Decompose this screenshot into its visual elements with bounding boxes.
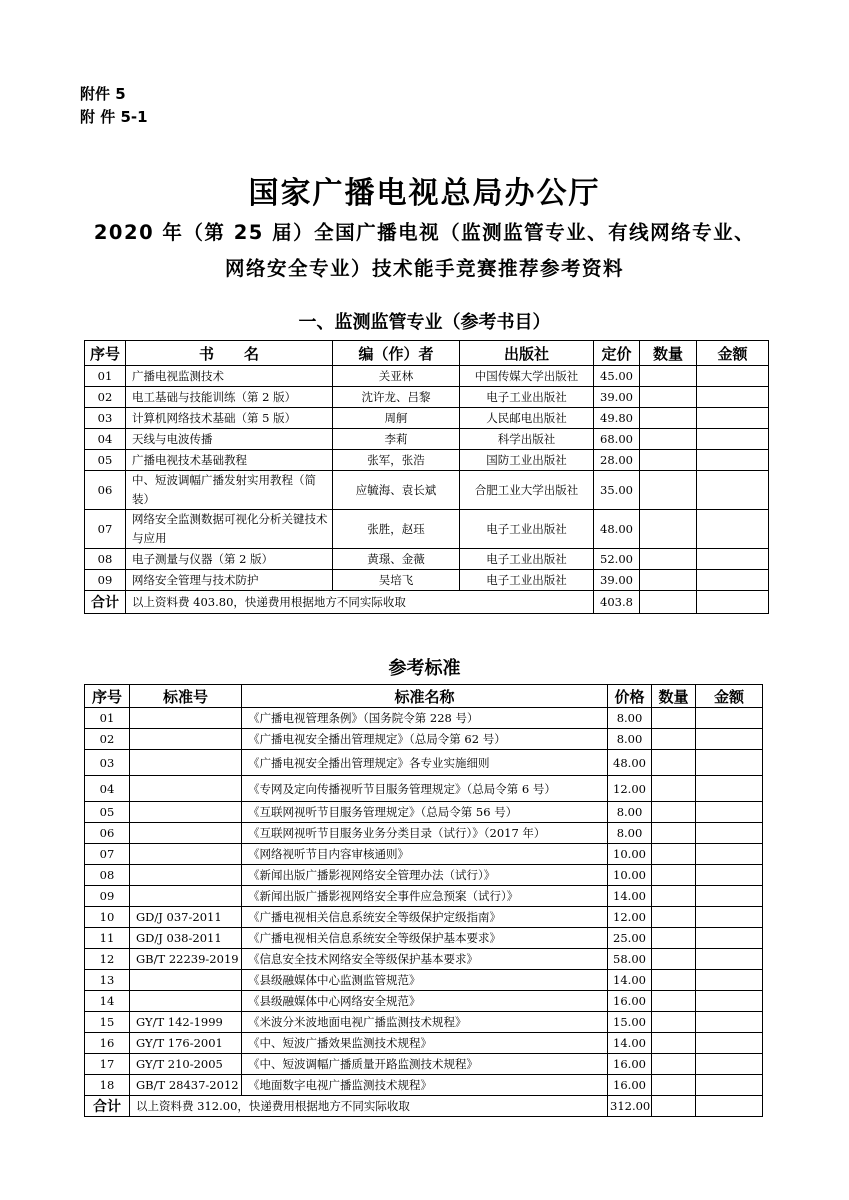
table-row bbox=[85, 429, 769, 450]
table-row bbox=[85, 865, 763, 886]
row-number: 02 bbox=[85, 729, 130, 750]
standard-price: 14.00 bbox=[608, 886, 652, 907]
standard-price: 10.00 bbox=[608, 844, 652, 865]
standard-name: 《广播电视相关信息系统安全等级保护定级指南》 bbox=[242, 907, 608, 928]
quantity-cell bbox=[652, 1012, 696, 1033]
quantity-cell bbox=[640, 591, 697, 614]
book-author: 沈许龙、吕黎 bbox=[333, 387, 460, 408]
header-cell: 序号 bbox=[85, 341, 126, 366]
standard-code: GB/T 22239-2019 bbox=[130, 949, 242, 970]
header-cell: 标准名称 bbox=[242, 685, 608, 708]
book-title: 计算机网络技术基础（第 5 版） bbox=[126, 408, 333, 429]
amount-cell bbox=[696, 1033, 763, 1054]
table-row bbox=[85, 729, 763, 750]
row-number: 07 bbox=[85, 844, 130, 865]
book-title: 中、短波调幅广播发射实用教程（简装） bbox=[126, 471, 333, 510]
table-row bbox=[85, 387, 769, 408]
standard-code bbox=[130, 776, 242, 802]
table-row bbox=[85, 949, 763, 970]
standards-section-title: 参考标准 bbox=[388, 658, 461, 679]
book-title: 网络安全监测数据可视化分析关键技术与应用 bbox=[126, 510, 333, 549]
quantity-cell bbox=[640, 510, 697, 549]
header-cell: 定价 bbox=[594, 341, 640, 366]
book-price: 52.00 bbox=[594, 549, 640, 570]
standards-header-row bbox=[85, 685, 763, 708]
book-author: 张胜，赵珏 bbox=[333, 510, 460, 549]
amount-cell bbox=[696, 1096, 763, 1117]
header-cell: 标准号 bbox=[130, 685, 242, 708]
quantity-cell bbox=[640, 471, 697, 510]
total-value: 403.8 bbox=[594, 591, 640, 614]
table-row bbox=[85, 1012, 763, 1033]
book-title: 广播电视技术基础教程 bbox=[126, 450, 333, 471]
amount-cell bbox=[696, 802, 763, 823]
amount-cell bbox=[697, 510, 769, 549]
quantity-cell bbox=[652, 750, 696, 776]
book-publisher: 人民邮电出版社 bbox=[460, 408, 594, 429]
quantity-cell bbox=[640, 408, 697, 429]
standard-price: 14.00 bbox=[608, 1033, 652, 1054]
standard-name: 《广播电视相关信息系统安全等级保护基本要求》 bbox=[242, 928, 608, 949]
row-number: 06 bbox=[85, 471, 126, 510]
row-number: 13 bbox=[85, 970, 130, 991]
subtitle-line-2: 网络安全专业）技术能手竞赛推荐参考资料 bbox=[224, 257, 624, 280]
quantity-cell bbox=[652, 1054, 696, 1075]
header-cell: 出版社 bbox=[460, 341, 594, 366]
table-row bbox=[85, 886, 763, 907]
standard-price: 16.00 bbox=[608, 991, 652, 1012]
amount-cell bbox=[696, 1054, 763, 1075]
book-price: 39.00 bbox=[594, 387, 640, 408]
standard-name: 《县级融媒体中心监测监管规范》 bbox=[242, 970, 608, 991]
row-number: 10 bbox=[85, 907, 130, 928]
header-cell: 数量 bbox=[640, 341, 697, 366]
total-value: 312.00 bbox=[608, 1096, 652, 1117]
standard-name: 《新闻出版广播影视网络安全管理办法（试行）》 bbox=[242, 865, 608, 886]
row-number: 04 bbox=[85, 429, 126, 450]
total-label: 合计 bbox=[85, 591, 126, 614]
row-number: 04 bbox=[85, 776, 130, 802]
standard-code bbox=[130, 802, 242, 823]
book-publisher: 国防工业出版社 bbox=[460, 450, 594, 471]
books-section-title: 一、监测监管专业（参考书目） bbox=[298, 312, 551, 333]
book-title: 电工基础与技能训练（第 2 版） bbox=[126, 387, 333, 408]
header-cell: 编（作）者 bbox=[333, 341, 460, 366]
quantity-cell bbox=[640, 450, 697, 471]
book-author: 周舸 bbox=[333, 408, 460, 429]
standard-code: GY/T 176-2001 bbox=[130, 1033, 242, 1054]
row-number: 09 bbox=[85, 886, 130, 907]
standard-price: 12.00 bbox=[608, 776, 652, 802]
quantity-cell bbox=[652, 1096, 696, 1117]
table-row bbox=[85, 1033, 763, 1054]
table-row bbox=[85, 471, 769, 510]
standard-price: 58.00 bbox=[608, 949, 652, 970]
quantity-cell bbox=[640, 429, 697, 450]
total-note: 以上资料费 403.80，快递费用根据地方不同实际收取 bbox=[126, 591, 594, 614]
table-row bbox=[85, 928, 763, 949]
standard-name: 《广播电视安全播出管理规定》各专业实施细则 bbox=[242, 750, 608, 776]
table-row bbox=[85, 1075, 763, 1096]
amount-cell bbox=[696, 886, 763, 907]
standard-code: GD/J 037-2011 bbox=[130, 907, 242, 928]
amount-cell bbox=[696, 949, 763, 970]
book-price: 48.00 bbox=[594, 510, 640, 549]
standard-code bbox=[130, 823, 242, 844]
total-label: 合计 bbox=[85, 1096, 130, 1117]
book-price: 39.00 bbox=[594, 570, 640, 591]
row-number: 14 bbox=[85, 991, 130, 1012]
book-publisher: 电子工业出版社 bbox=[460, 549, 594, 570]
amount-cell bbox=[696, 970, 763, 991]
standard-name: 《广播电视安全播出管理规定》（总局令第 62 号） bbox=[242, 729, 608, 750]
quantity-cell bbox=[652, 865, 696, 886]
amount-cell bbox=[697, 549, 769, 570]
table-row bbox=[85, 366, 769, 387]
row-number: 15 bbox=[85, 1012, 130, 1033]
table-row bbox=[85, 570, 769, 591]
standard-code: GD/J 038-2011 bbox=[130, 928, 242, 949]
amount-cell bbox=[696, 907, 763, 928]
books-table bbox=[84, 340, 769, 614]
table-row bbox=[85, 549, 769, 570]
standard-code bbox=[130, 844, 242, 865]
quantity-cell bbox=[652, 907, 696, 928]
table-row bbox=[85, 510, 769, 549]
standard-price: 10.00 bbox=[608, 865, 652, 886]
amount-cell bbox=[697, 429, 769, 450]
standard-price: 12.00 bbox=[608, 907, 652, 928]
table-row bbox=[85, 708, 763, 729]
row-number: 12 bbox=[85, 949, 130, 970]
book-author: 黄璟、金薇 bbox=[333, 549, 460, 570]
book-title: 广播电视监测技术 bbox=[126, 366, 333, 387]
amount-cell bbox=[697, 570, 769, 591]
book-author: 李莉 bbox=[333, 429, 460, 450]
quantity-cell bbox=[652, 823, 696, 844]
standard-code bbox=[130, 865, 242, 886]
standard-code: GY/T 210-2005 bbox=[130, 1054, 242, 1075]
standard-code bbox=[130, 708, 242, 729]
books-header-row bbox=[85, 341, 769, 366]
total-note: 以上资料费 312.00，快递费用根据地方不同实际收取 bbox=[130, 1096, 608, 1117]
row-number: 05 bbox=[85, 450, 126, 471]
row-number: 11 bbox=[85, 928, 130, 949]
book-author: 关亚林 bbox=[333, 366, 460, 387]
row-number: 07 bbox=[85, 510, 126, 549]
standard-name: 《信息安全技术网络安全等级保护基本要求》 bbox=[242, 949, 608, 970]
amount-cell bbox=[696, 844, 763, 865]
standard-price: 8.00 bbox=[608, 708, 652, 729]
row-number: 03 bbox=[85, 750, 130, 776]
amount-cell bbox=[696, 1075, 763, 1096]
table-row bbox=[85, 450, 769, 471]
book-publisher: 电子工业出版社 bbox=[460, 570, 594, 591]
standard-code bbox=[130, 970, 242, 991]
header-cell: 金额 bbox=[696, 685, 763, 708]
standard-price: 48.00 bbox=[608, 750, 652, 776]
main-title: 国家广播电视总局办公厅 bbox=[248, 176, 601, 211]
standard-price: 8.00 bbox=[608, 802, 652, 823]
row-number: 18 bbox=[85, 1075, 130, 1096]
annex-label: 附件 5 bbox=[80, 85, 126, 103]
amount-cell bbox=[696, 928, 763, 949]
row-number: 02 bbox=[85, 387, 126, 408]
book-price: 49.80 bbox=[594, 408, 640, 429]
row-number: 08 bbox=[85, 549, 126, 570]
amount-cell bbox=[696, 729, 763, 750]
quantity-cell bbox=[652, 802, 696, 823]
row-number: 17 bbox=[85, 1054, 130, 1075]
quantity-cell bbox=[652, 1033, 696, 1054]
row-number: 08 bbox=[85, 865, 130, 886]
book-price: 45.00 bbox=[594, 366, 640, 387]
book-title: 网络安全管理与技术防护 bbox=[126, 570, 333, 591]
book-price: 68.00 bbox=[594, 429, 640, 450]
standards-table bbox=[84, 684, 763, 1117]
amount-cell bbox=[696, 823, 763, 844]
book-price: 35.00 bbox=[594, 471, 640, 510]
books-total-row bbox=[85, 591, 769, 614]
quantity-cell bbox=[640, 570, 697, 591]
standard-name: 《地面数字电视广播监测技术规程》 bbox=[242, 1075, 608, 1096]
book-author: 张军，张浩 bbox=[333, 450, 460, 471]
amount-cell bbox=[696, 1012, 763, 1033]
amount-cell bbox=[697, 471, 769, 510]
amount-cell bbox=[696, 750, 763, 776]
standard-price: 16.00 bbox=[608, 1054, 652, 1075]
book-publisher: 电子工业出版社 bbox=[460, 387, 594, 408]
table-row bbox=[85, 750, 763, 776]
standard-name: 《米波分米波地面电视广播监测技术规程》 bbox=[242, 1012, 608, 1033]
quantity-cell bbox=[652, 776, 696, 802]
book-title: 天线与电波传播 bbox=[126, 429, 333, 450]
table-row bbox=[85, 823, 763, 844]
standard-code bbox=[130, 886, 242, 907]
amount-cell bbox=[697, 387, 769, 408]
header-cell: 序号 bbox=[85, 685, 130, 708]
table-row bbox=[85, 991, 763, 1012]
amount-cell bbox=[697, 408, 769, 429]
amount-cell bbox=[696, 708, 763, 729]
standard-code: GY/T 142-1999 bbox=[130, 1012, 242, 1033]
book-author: 应毓海、袁长斌 bbox=[333, 471, 460, 510]
row-number: 03 bbox=[85, 408, 126, 429]
standard-price: 8.00 bbox=[608, 823, 652, 844]
header-cell: 书 名 bbox=[126, 341, 333, 366]
standard-price: 8.00 bbox=[608, 729, 652, 750]
book-publisher: 合肥工业大学出版社 bbox=[460, 471, 594, 510]
header-cell: 价格 bbox=[608, 685, 652, 708]
header-cell: 金额 bbox=[697, 341, 769, 366]
standard-name: 《新闻出版广播影视网络安全事件应急预案（试行）》 bbox=[242, 886, 608, 907]
quantity-cell bbox=[652, 708, 696, 729]
quantity-cell bbox=[652, 886, 696, 907]
standard-price: 14.00 bbox=[608, 970, 652, 991]
row-number: 01 bbox=[85, 366, 126, 387]
amount-cell bbox=[697, 591, 769, 614]
quantity-cell bbox=[652, 928, 696, 949]
quantity-cell bbox=[652, 970, 696, 991]
table-row bbox=[85, 408, 769, 429]
book-title: 电子测量与仪器（第 2 版） bbox=[126, 549, 333, 570]
standard-code bbox=[130, 750, 242, 776]
book-price: 28.00 bbox=[594, 450, 640, 471]
quantity-cell bbox=[652, 949, 696, 970]
standard-name: 《中、短波调幅广播质量开路监测技术规程》 bbox=[242, 1054, 608, 1075]
standard-name: 《互联网视听节目服务管理规定》（总局令第 56 号） bbox=[242, 802, 608, 823]
standard-name: 《专网及定向传播视听节目服务管理规定》（总局令第 6 号） bbox=[242, 776, 608, 802]
standard-code: GB/T 28437-2012 bbox=[130, 1075, 242, 1096]
amount-cell bbox=[696, 776, 763, 802]
amount-cell bbox=[697, 450, 769, 471]
book-author: 吴培飞 bbox=[333, 570, 460, 591]
row-number: 06 bbox=[85, 823, 130, 844]
standard-price: 25.00 bbox=[608, 928, 652, 949]
header-cell: 数量 bbox=[652, 685, 696, 708]
table-row bbox=[85, 970, 763, 991]
subtitle-line-1: 2020 年（第 25 届）全国广播电视（监测监管专业、有线网络专业、 bbox=[93, 221, 756, 244]
quantity-cell bbox=[652, 729, 696, 750]
standard-price: 15.00 bbox=[608, 1012, 652, 1033]
table-row bbox=[85, 802, 763, 823]
table-row bbox=[85, 907, 763, 928]
table-row bbox=[85, 776, 763, 802]
quantity-cell bbox=[640, 387, 697, 408]
row-number: 16 bbox=[85, 1033, 130, 1054]
amount-cell bbox=[696, 991, 763, 1012]
standard-name: 《广播电视管理条例》（国务院令第 228 号） bbox=[242, 708, 608, 729]
standard-name: 《县级融媒体中心网络安全规范》 bbox=[242, 991, 608, 1012]
row-number: 09 bbox=[85, 570, 126, 591]
quantity-cell bbox=[652, 1075, 696, 1096]
amount-cell bbox=[697, 366, 769, 387]
standard-name: 《中、短波广播效果监测技术规程》 bbox=[242, 1033, 608, 1054]
book-publisher: 科学出版社 bbox=[460, 429, 594, 450]
quantity-cell bbox=[640, 549, 697, 570]
standard-name: 《互联网视听节目服务业务分类目录（试行）》（2017 年） bbox=[242, 823, 608, 844]
standard-code bbox=[130, 729, 242, 750]
amount-cell bbox=[696, 865, 763, 886]
annex-sub-label: 附 件 5-1 bbox=[80, 108, 148, 126]
row-number: 05 bbox=[85, 802, 130, 823]
book-publisher: 电子工业出版社 bbox=[460, 510, 594, 549]
book-publisher: 中国传媒大学出版社 bbox=[460, 366, 594, 387]
row-number: 01 bbox=[85, 708, 130, 729]
quantity-cell bbox=[640, 366, 697, 387]
standard-name: 《网络视听节目内容审核通则》 bbox=[242, 844, 608, 865]
table-row bbox=[85, 1054, 763, 1075]
standards-total-row bbox=[85, 1096, 763, 1117]
standard-price: 16.00 bbox=[608, 1075, 652, 1096]
quantity-cell bbox=[652, 991, 696, 1012]
quantity-cell bbox=[652, 844, 696, 865]
table-row bbox=[85, 844, 763, 865]
standard-code bbox=[130, 991, 242, 1012]
